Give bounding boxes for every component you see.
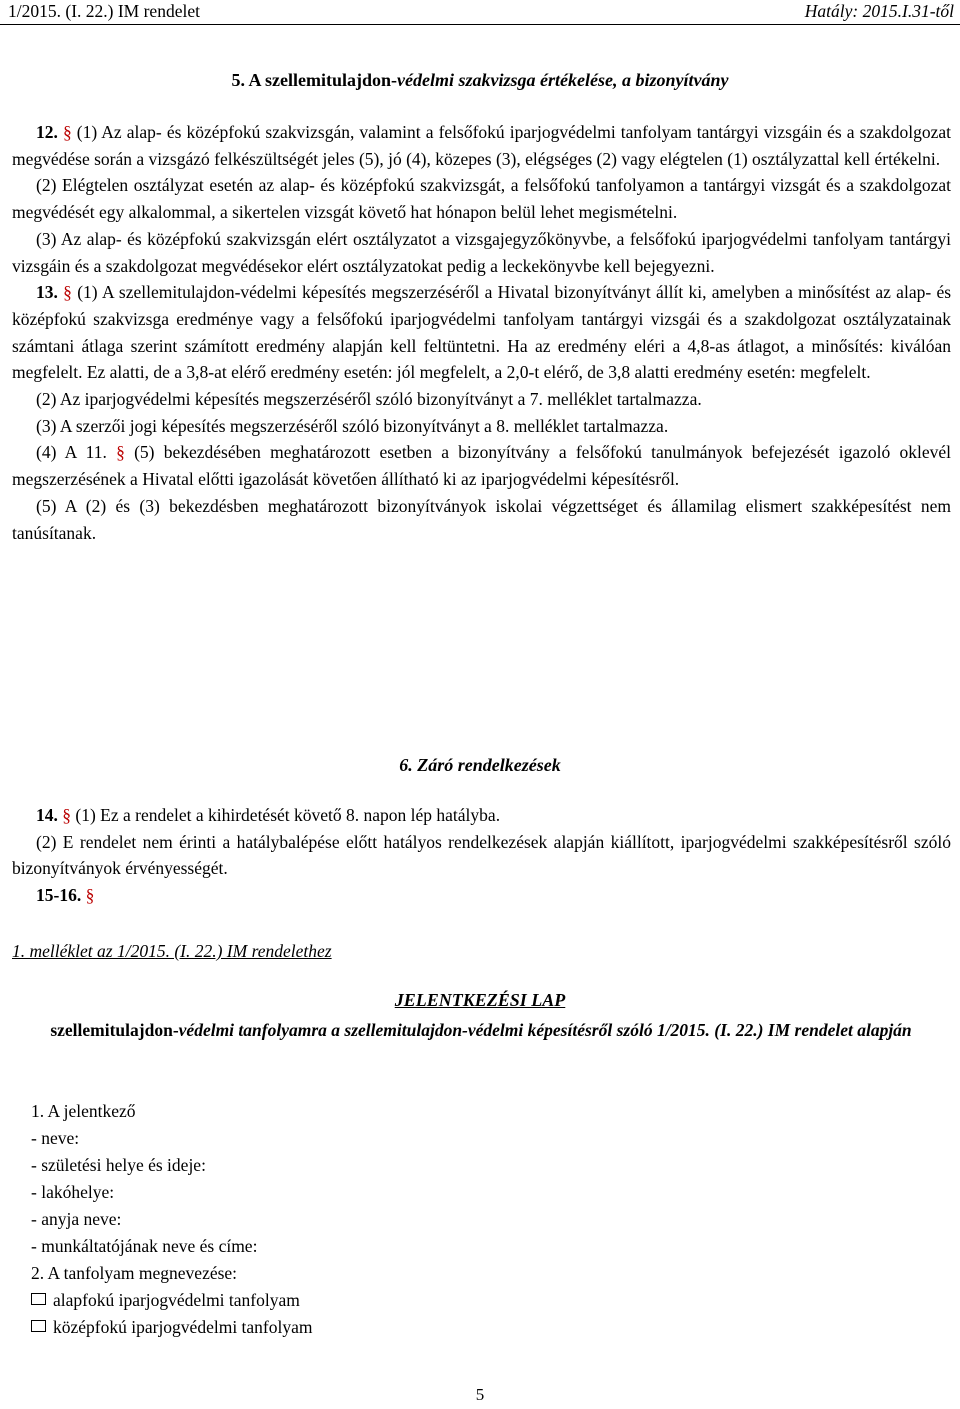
section-12-para-3 <box>12 226 951 279</box>
section-5-title-bold: 5. A szellemitulajdon- <box>231 70 398 90</box>
section-12-text-1: (1) Az alap- és középfokú szakvizsgán, valamint a felsőfokú iparjogvédelmi tanfolyam tantárgyi vizsgáin és a szakdolgozat megvédése során a vizsgázó felkészültségét jeles (5), jó (4), közepes (3), elégséges (2) vagy elégtelen (1) osztályzattal kell értékelni. <box>12 122 951 169</box>
form-line-employer: - munkáltatójának neve és címe: <box>31 1236 258 1256</box>
section-11-symbol-link[interactable]: § <box>116 442 125 463</box>
form-line-applicant: 1. A jelentkező <box>31 1101 136 1121</box>
form-subtitle <box>20 1017 942 1044</box>
option-basic-label: alapfokú iparjogvédelmi tanfolyam <box>53 1290 300 1310</box>
section-13-para-5 <box>12 493 951 546</box>
section-12-symbol-link[interactable]: § <box>62 122 72 142</box>
section-14-text-1: (1) Ez a rendelet a kihirdetését követő 8. napon lép hatályba. <box>75 805 501 825</box>
section-14-text-2: (2) E rendelet nem érinti a hatálybalépése előtt hatályos rendelkezések alapján kiállított, iparjogvédelmi szakképesítésről szóló bizonyítványok érvényességét. <box>12 831 951 879</box>
header-effective-date: Hatály: 2015.I.31-től <box>804 1 954 21</box>
form-subtitle-bold: szellemitulajdon- <box>50 1020 179 1040</box>
section-12-text-2: (2) Elégtelen osztályzat esetén az alap- és középfokú szakvizsgát, a felsőfokú tanfolyamon a tantárgyi vizsgát és a szakdolgozat megvédését egy alkalommal, a sikertelen vizsgát követő hat hónapon belül lehet megismételni. <box>12 175 951 223</box>
form-fields <box>31 1098 931 1341</box>
form-line-name: - neve: <box>31 1128 80 1148</box>
section-13-text-5: (5) A (2) és (3) bekezdésben meghatározott bizonyítványok iskolai végzettséget és államilag elismert szakképesítést nem tanúsítanak. <box>12 495 951 543</box>
section-12-text-3: (3) Az alap- és középfokú szakvizsgán elért osztályzatot a vizsgajegyzőkönyvbe, a felsőfokú iparjogvédelmi tanfolyam tantárgyi vizsgáin és a szakdolgozat megvédésekor elért osztályzatokat pedig a leckekönyvbe kell bejegyezni. <box>12 228 951 276</box>
page-number: 5 <box>475 1385 485 1404</box>
section-13-para-4 <box>12 439 951 492</box>
form-line-birth: - születési helye és ideje: <box>31 1155 206 1175</box>
section-13-text-4b: (5) bekezdésében meghatározott esetben a bizonyítvány a felsőfokú tanulmányok befejezését igazoló oklevél megszerzésének a Hivatal előtti igazolását követően állítható ki az iparjogvédelmi képesítésről. <box>12 442 952 490</box>
section-15-16-symbol-link[interactable]: § <box>85 885 95 906</box>
section-15-16-number: 15-16. <box>36 885 82 906</box>
form-line-mother: - anyja neve: <box>31 1209 122 1229</box>
section-12 <box>12 119 951 546</box>
section-14-symbol-link[interactable]: § <box>62 805 71 825</box>
section-13-text-4a: (4) A 11. <box>36 442 107 463</box>
checkbox-icon[interactable] <box>31 1320 46 1332</box>
checkbox-icon[interactable] <box>31 1293 46 1305</box>
section-12-para-1 <box>12 119 951 172</box>
form-line-course: 2. A tanfolyam megnevezése: <box>31 1263 238 1283</box>
section-13-para-3 <box>12 413 951 440</box>
section-13-para-2 <box>12 386 951 413</box>
annex-title <box>12 938 951 965</box>
section-15-16 <box>12 882 951 909</box>
form-title: JELENTKEZÉSI LAP <box>394 990 566 1010</box>
section-13-text-1: (1) A szellemitulajdon-védelmi képesítés megszerzéséről a Hivatal bizonyítványt állít ki, amelyben a minősítést az alap- és középfokú szakvizsga eredménye vagy a felsőfokú iparjogvédelmi tanfolyam tantárgyi vizsgái és a szakdolgozat osztályzatainak számtani átlaga szerint számított eredmény alapján kell feltüntetni. Ha az eredmény eléri a 4,8-as átlagot, a minősítés: kiválóan megfelelt. Ez alatti, de a 3,8-at elérő eredmény esetén: jól megfelelt, a 2,0-t elérő, de 3,8 alatti eredmény esetén: megfelelt. <box>12 282 952 383</box>
section-13-symbol-link[interactable]: § <box>63 282 72 303</box>
section-14-para-2 <box>12 829 951 882</box>
section-13-para-1 <box>12 279 951 386</box>
option-basic-course[interactable] <box>31 1287 931 1314</box>
section-13-number: 13. <box>36 282 58 303</box>
header-document-id: 1/2015. (I. 22.) IM rendelet <box>8 1 200 21</box>
section-12-number: 12. <box>36 122 58 142</box>
section-14-para-1 <box>12 802 951 829</box>
form-subtitle-italic: védelmi tanfolyamra a szellemitulajdon-védelmi képesítésről szóló 1/2015. (I. 22.) IM rendelet alapján <box>178 1020 912 1040</box>
option-intermediate-course[interactable] <box>31 1314 931 1341</box>
form-line-residence: - lakóhelye: <box>31 1182 115 1202</box>
option-intermediate-label: középfokú iparjogvédelmi tanfolyam <box>53 1317 313 1337</box>
section-6-title: 6. Záró rendelkezések <box>399 755 561 775</box>
section-13-text-2: (2) Az iparjogvédelmi képesítés megszerzéséről szóló bizonyítványt a 7. melléklet tartalmazza. <box>36 389 702 410</box>
annex-title-text: 1. melléklet az 1/2015. (I. 22.) IM rendelethez <box>12 941 332 961</box>
section-13-text-3: (3) A szerzői jogi képesítés megszerzéséről szóló bizonyítványt a 8. melléklet tartalmazza. <box>36 415 669 436</box>
section-12-para-2 <box>12 172 951 225</box>
section-14-number: 14. <box>36 805 58 825</box>
section-5-title-italic: védelmi szakvizsga értékelése, a bizonyítvány <box>397 70 729 90</box>
section-14 <box>12 802 951 909</box>
section-5-title <box>0 70 960 91</box>
page-header <box>0 0 960 25</box>
